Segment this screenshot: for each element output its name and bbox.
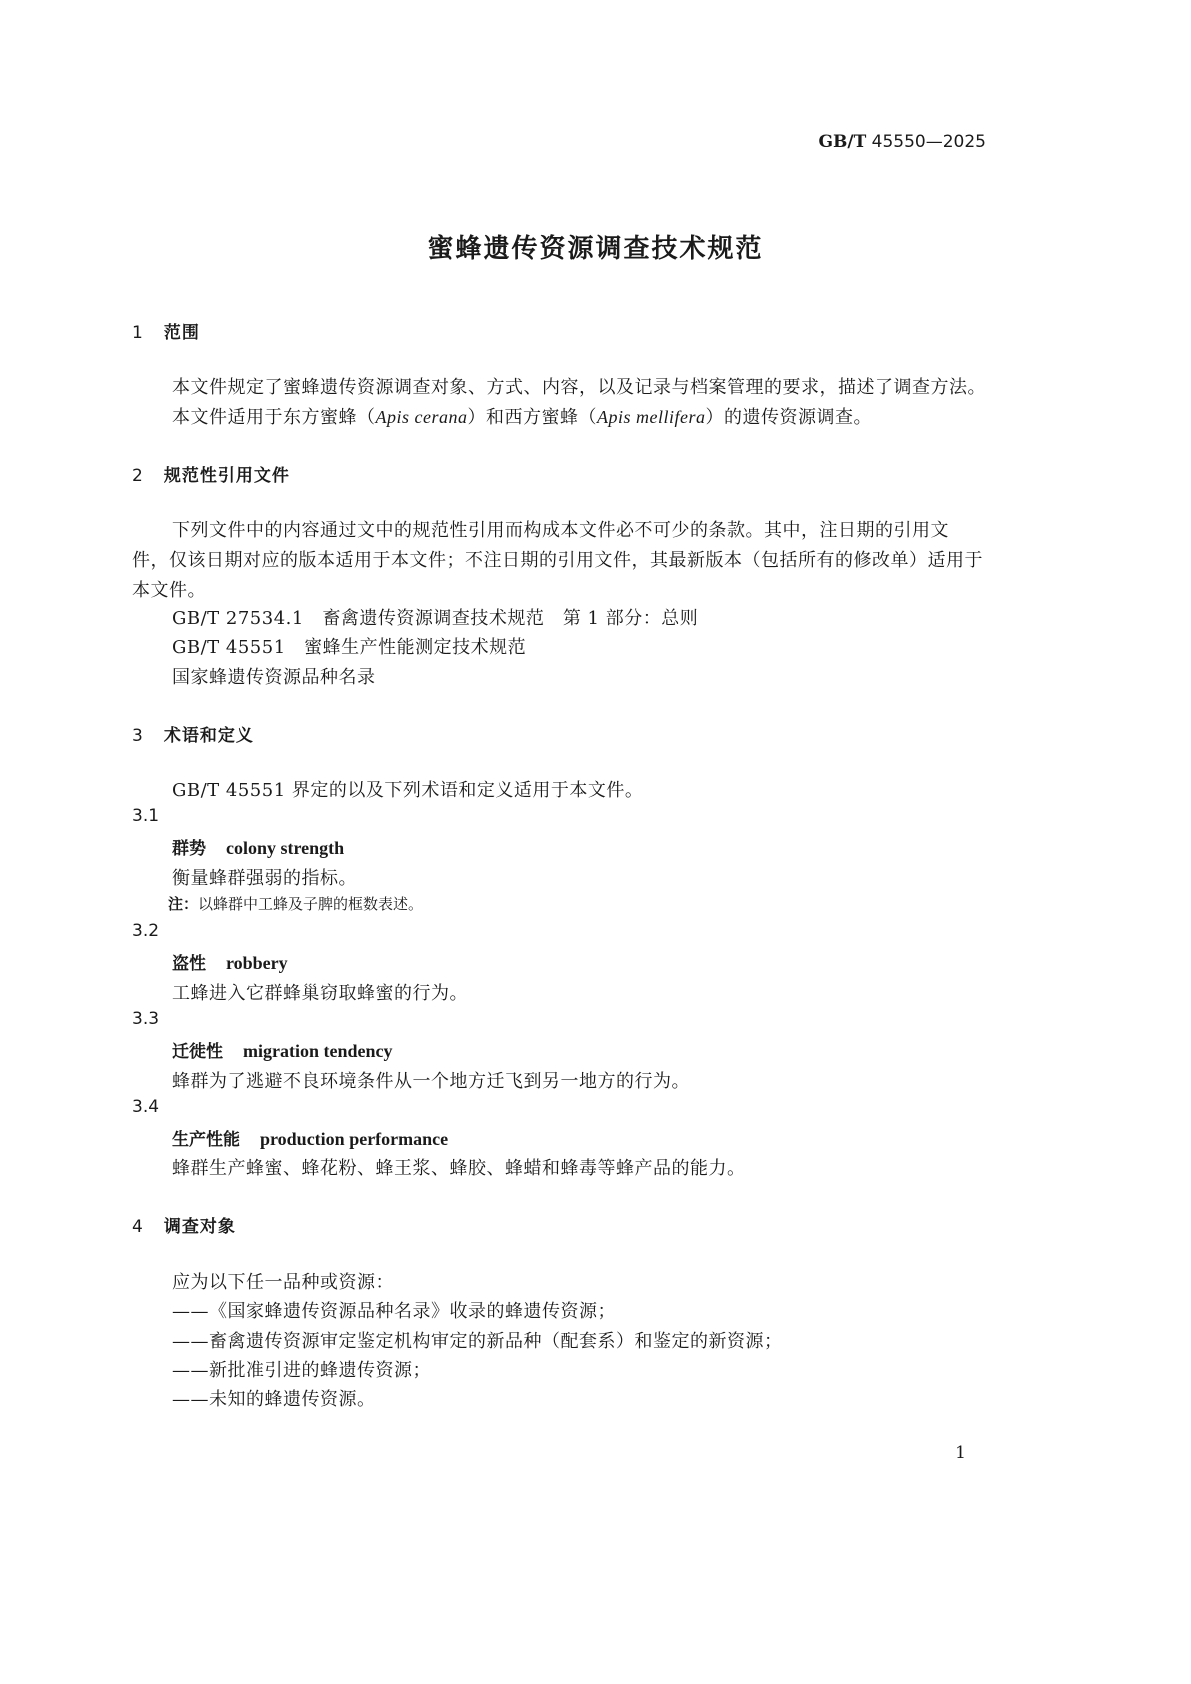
references-paragraph-line-2: 件，仅该日期对应的版本适用于本文件；不注日期的引用文件，其最新版本（包括所有的修改单）适用于 [132,550,983,571]
term-english: robbery [226,953,288,973]
term-chinese: 生产性能 [172,1130,240,1150]
section-heading-terms [132,721,254,746]
term-number: 3.2 [132,921,160,941]
list-item: ——未知的蜂遗传资源。 [172,1389,376,1410]
term-chinese: 群势 [172,839,206,859]
term-number: 3.3 [132,1009,160,1029]
term-heading [172,949,288,974]
section-number: 1 [132,323,143,343]
references-paragraph-line-3: 本文件。 [132,580,206,601]
term-definition: 工蜂进入它群蜂巢窃取蜂蜜的行为。 [172,983,468,1004]
list-item: ——《国家蜂遗传资源品种名录》收录的蜂遗传资源； [172,1301,616,1322]
terms-intro: GB/T 45551 界定的以及下列术语和定义适用于本文件。 [172,780,644,801]
list-item: ——畜禽遗传资源审定鉴定机构审定的新品种（配套系）和鉴定的新资源； [172,1331,783,1352]
section-title: 规范性引用文件 [163,466,290,486]
term-note [168,893,423,914]
reference-item: GB/T 27534.1 畜禽遗传资源调查技术规范 第 1 部分：总则 [172,608,699,629]
term-definition: 蜂群为了逃避不良环境条件从一个地方迁飞到另一地方的行为。 [172,1071,690,1092]
term-definition: 蜂群生产蜂蜜、蜂花粉、蜂王浆、蜂胶、蜂蜡和蜂毒等蜂产品的能力。 [172,1158,746,1179]
species-name: Apis cerana [375,407,468,427]
term-definition: 衡量蜂群强弱的指标。 [172,868,357,889]
section-heading-survey-objects [132,1212,236,1237]
section-number: 2 [132,466,143,486]
scope-paragraph-1: 本文件规定了蜜蜂遗传资源调查对象、方式、内容，以及记录与档案管理的要求，描述了调查方法。 [172,377,986,398]
standard-prefix: GB/T [818,132,867,152]
section-heading-scope [132,318,200,343]
species-name: Apis mellifera [596,407,706,427]
references-paragraph-line-1: 下列文件中的内容通过文中的规范性引用而构成本文件必不可少的条款。其中，注日期的引用文 [172,520,949,541]
list-item: ——新批准引进的蜂遗传资源； [172,1360,431,1381]
standard-code [819,132,987,152]
term-english: migration tendency [243,1041,393,1061]
text-run: 本文件适用于东方蜜蜂（ [172,407,376,428]
section-heading-normative-references [132,461,290,486]
term-heading [172,834,344,859]
scope-paragraph-2 [172,403,872,429]
reference-item: 国家蜂遗传资源品种名录 [172,667,376,688]
term-number: 3.4 [132,1097,160,1117]
standard-number: 45550—2025 [866,132,986,152]
term-english: colony strength [226,838,345,858]
reference-item: GB/T 45551 蜜蜂生产性能测定技术规范 [172,637,527,658]
objects-intro: 应为以下任一品种或资源： [172,1272,394,1293]
term-number: 3.1 [132,806,160,826]
section-title: 范围 [163,323,200,343]
text-run: ）的遗传资源调查。 [705,407,872,428]
text-run: ）和西方蜜蜂（ [467,407,597,428]
term-chinese: 盗性 [172,954,206,974]
term-heading [172,1037,392,1062]
section-number: 3 [132,726,143,746]
note-label: 注： [168,895,199,913]
term-heading [172,1125,448,1150]
page-number: 1 [955,1443,966,1463]
note-text: 以蜂群中工蜂及子脾的框数表述。 [198,895,424,913]
term-chinese: 迁徙性 [172,1042,223,1062]
section-number: 4 [132,1217,143,1237]
document-title: 蜜蜂遗传资源调查技术规范 [427,234,764,264]
section-title: 术语和定义 [163,726,254,746]
section-title: 调查对象 [163,1217,236,1237]
term-english: production performance [260,1129,449,1149]
